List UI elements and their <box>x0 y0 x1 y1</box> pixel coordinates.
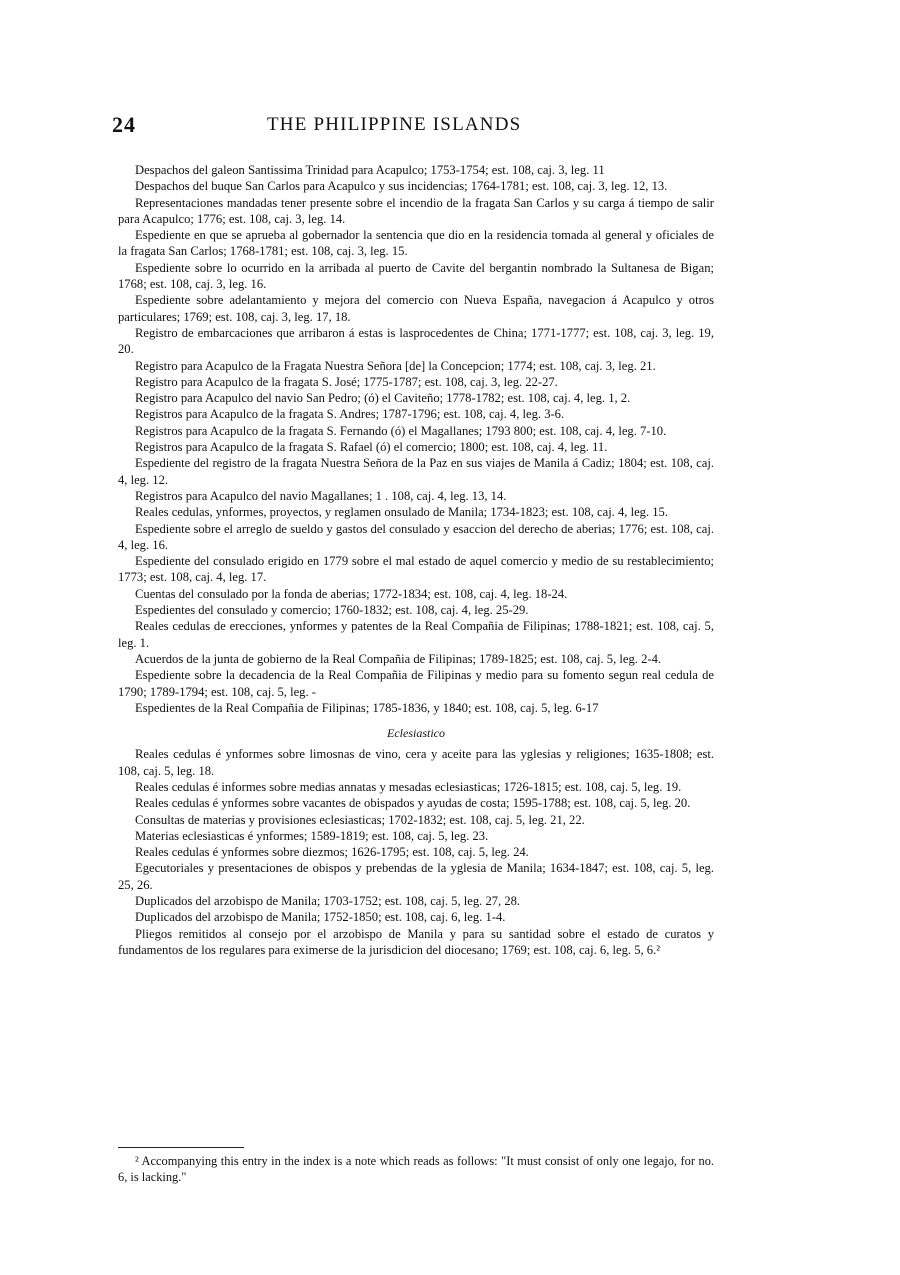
list-entry: Espediente del consulado erigido en 1779 sobre el mal estado de aquel comercio y medio de su restablecimiento; 1773; est. 108, caj. 4, leg. 17. <box>118 554 714 585</box>
list-entry: Espediente sobre lo ocurrido en la arribada al puerto de Cavite del bergantin nombrado la Sultanesa de Bigan; 1768; est. 108, caj. 3, leg. 16. <box>118 260 714 292</box>
running-head: THE PHILIPPINE ISLANDS <box>267 114 522 135</box>
list-entry: Espedientes de la Real Compañia de Filipinas; 1785-1836, y 1840; est. 108, caj. 5, leg. 6-17 <box>135 700 599 715</box>
list-entry: Registro para Acapulco de la Fragata Nuestra Señora [de] la Concepcion; 1774; est. 108, caj. 3, leg. 21. <box>135 358 656 373</box>
list-entry: Registro para Acapulco de la fragata S. José; 1775-1787; est. 108, caj. 3, leg. 22-27. <box>135 374 558 389</box>
archive-listing <box>118 162 714 958</box>
page-number: 24 <box>112 112 136 137</box>
list-entry: Duplicados del arzobispo de Manila; 1703-1752; est. 108, caj. 5, leg. 27, 28. <box>135 894 521 909</box>
list-entry: Registro para Acapulco del navio San Pedro; (ó) el Caviteño; 1778-1782; est. 108, caj. 4, leg. 1, 2. <box>135 391 631 406</box>
list-entry: Reales cedulas é ynformes sobre vacantes de obispados y ayudas de costa; 1595-1788; est. 108, caj. 5, leg. 20. <box>135 796 691 811</box>
list-entry: Reales cedulas é ynformes sobre diezmos; 1626-1795; est. 108, caj. 5, leg. 24. <box>135 845 529 860</box>
list-entry: Registros para Acapulco de la fragata S. Fernando (ó) el Magallanes; 1793 800; est. 108, caj. 4, leg. 7-10. <box>135 423 667 438</box>
list-entry: Consultas de materias y provisiones eclesiasticas; 1702-1832; est. 108, caj. 5, leg. 21, 22. <box>135 812 585 827</box>
list-entry: Pliegos remitidos al consejo por el arzobispo de Manila y para su santidad sobre el estado de curatos y fundamentos de los regulares para eximerse de la jurisdicion del diocesano; 1769; est. 108, caj. 6, leg. 5, 6.² <box>118 926 714 957</box>
list-entry: Espediente sobre la decadencia de la Real Compañia de Filipinas y medio para su fomento segun real cedula de 1790; 1789-1794; est. 108, caj. 5, leg. - <box>118 668 714 699</box>
list-entry: Espedientes del consulado y comercio; 1760-1832; est. 108, caj. 4, leg. 25-29. <box>135 603 529 618</box>
list-entry: Reales cedulas é ynformes sobre limosnas de vino, cera y aceite para las yglesias y religiones; 1635-1808; est. 108, caj. 5, leg. 18. <box>118 747 714 778</box>
list-entry: Despachos del buque San Carlos para Acapulco y sus incidencias; 1764-1781; est. 108, caj. 3, leg. 12, 13. <box>135 179 668 194</box>
list-entry: Registro de embarcaciones que arribaron á estas is lasprocedentes de China; 1771-1777; est. 108, caj. 3, leg. 19, 20. <box>118 325 714 357</box>
list-entry: Cuentas del consulado por la fonda de aberias; 1772-1834; est. 108, caj. 4, leg. 18-24. <box>135 586 568 601</box>
list-entry: Reales cedulas, ynformes, proyectos, y reglamen onsulado de Manila; 1734-1823; est. 108, caj. 4, leg. 15. <box>135 505 669 520</box>
list-entry: Registros para Acapulco del navio Magallanes; 1 . 108, caj. 4, leg. 13, 14. <box>135 488 507 503</box>
list-entry: Representaciones mandadas tener presente sobre el incendio de la fragata San Carlos y su carga á tiempo de salir para Acapulco; 1776; est. 108, caj. 3, leg. 14. <box>118 195 714 226</box>
footnote-divider <box>118 1147 244 1148</box>
list-entry: Registros para Acapulco de la fragata S. Rafael (ó) el comercio; 1800; est. 108, caj. 4, leg. 11. <box>135 440 608 455</box>
list-entry: Espediente del registro de la fragata Nuestra Señora de la Paz en sus viajes de Manila á Cadiz; 1804; est. 108, caj. 4, leg. 12. <box>118 456 714 487</box>
section-heading: Eclesiastico <box>387 726 445 741</box>
list-entry: Espediente sobre adelantamiento y mejora del comercio con Nueva España, navegacion á Acapulco y otros particulares; 1769; est. 108, caj. 3, leg. 17, 18. <box>118 293 714 324</box>
list-entry: Duplicados del arzobispo de Manila; 1752-1850; est. 108, caj. 6, leg. 1-4. <box>135 910 506 925</box>
list-entry: Acuerdos de la junta de gobierno de la Real Compañia de Filipinas; 1789-1825; est. 108, caj. 5, leg. 2-4. <box>135 651 662 666</box>
list-entry: Registros para Acapulco de la fragata S. Andres; 1787-1796; est. 108, caj. 4, leg. 3-6. <box>135 407 565 422</box>
list-entry: Reales cedulas de erecciones, ynformes y patentes de la Real Compañia de Filipinas; 1788-1821; est. 108, caj. 5, leg. 1. <box>118 619 714 650</box>
list-entry: Materias eclesiasticas é ynformes; 1589-1819; est. 108, caj. 5, leg. 23. <box>135 828 489 843</box>
list-entry: Espediente en que se aprueba al gobernador la sentencia que dio en la residencia tomada al general y oficiales de la fragata San Carlos; 1768-1781; est. 108, caj. 3, leg. 15. <box>118 228 714 259</box>
list-entry: Reales cedulas é informes sobre medias annatas y mesadas eclesiasticas; 1726-1815; est. 108, caj. 5, leg. 19. <box>135 779 682 794</box>
list-entry: Espediente sobre el arreglo de sueldo y gastos del consulado y esaccion del derecho de aberias; 1776; est. 108, caj. 4, leg. 16. <box>118 521 714 552</box>
list-entry: Despachos del galeon Santissima Trinidad para Acapulco; 1753-1754; est. 108, caj. 3, leg. 11 <box>135 163 605 177</box>
list-entry: Egecutoriales y presentaciones de obispos y prebendas de la yglesia de Manila; 1634-1847; est. 108, caj. 5, leg. 25, 26. <box>118 861 714 892</box>
page-header <box>112 112 712 142</box>
footnote: ² Accompanying this entry in the index is a note which reads as follows: "It must consist of only one legajo, for no. 6, is lacking." <box>118 1154 714 1184</box>
